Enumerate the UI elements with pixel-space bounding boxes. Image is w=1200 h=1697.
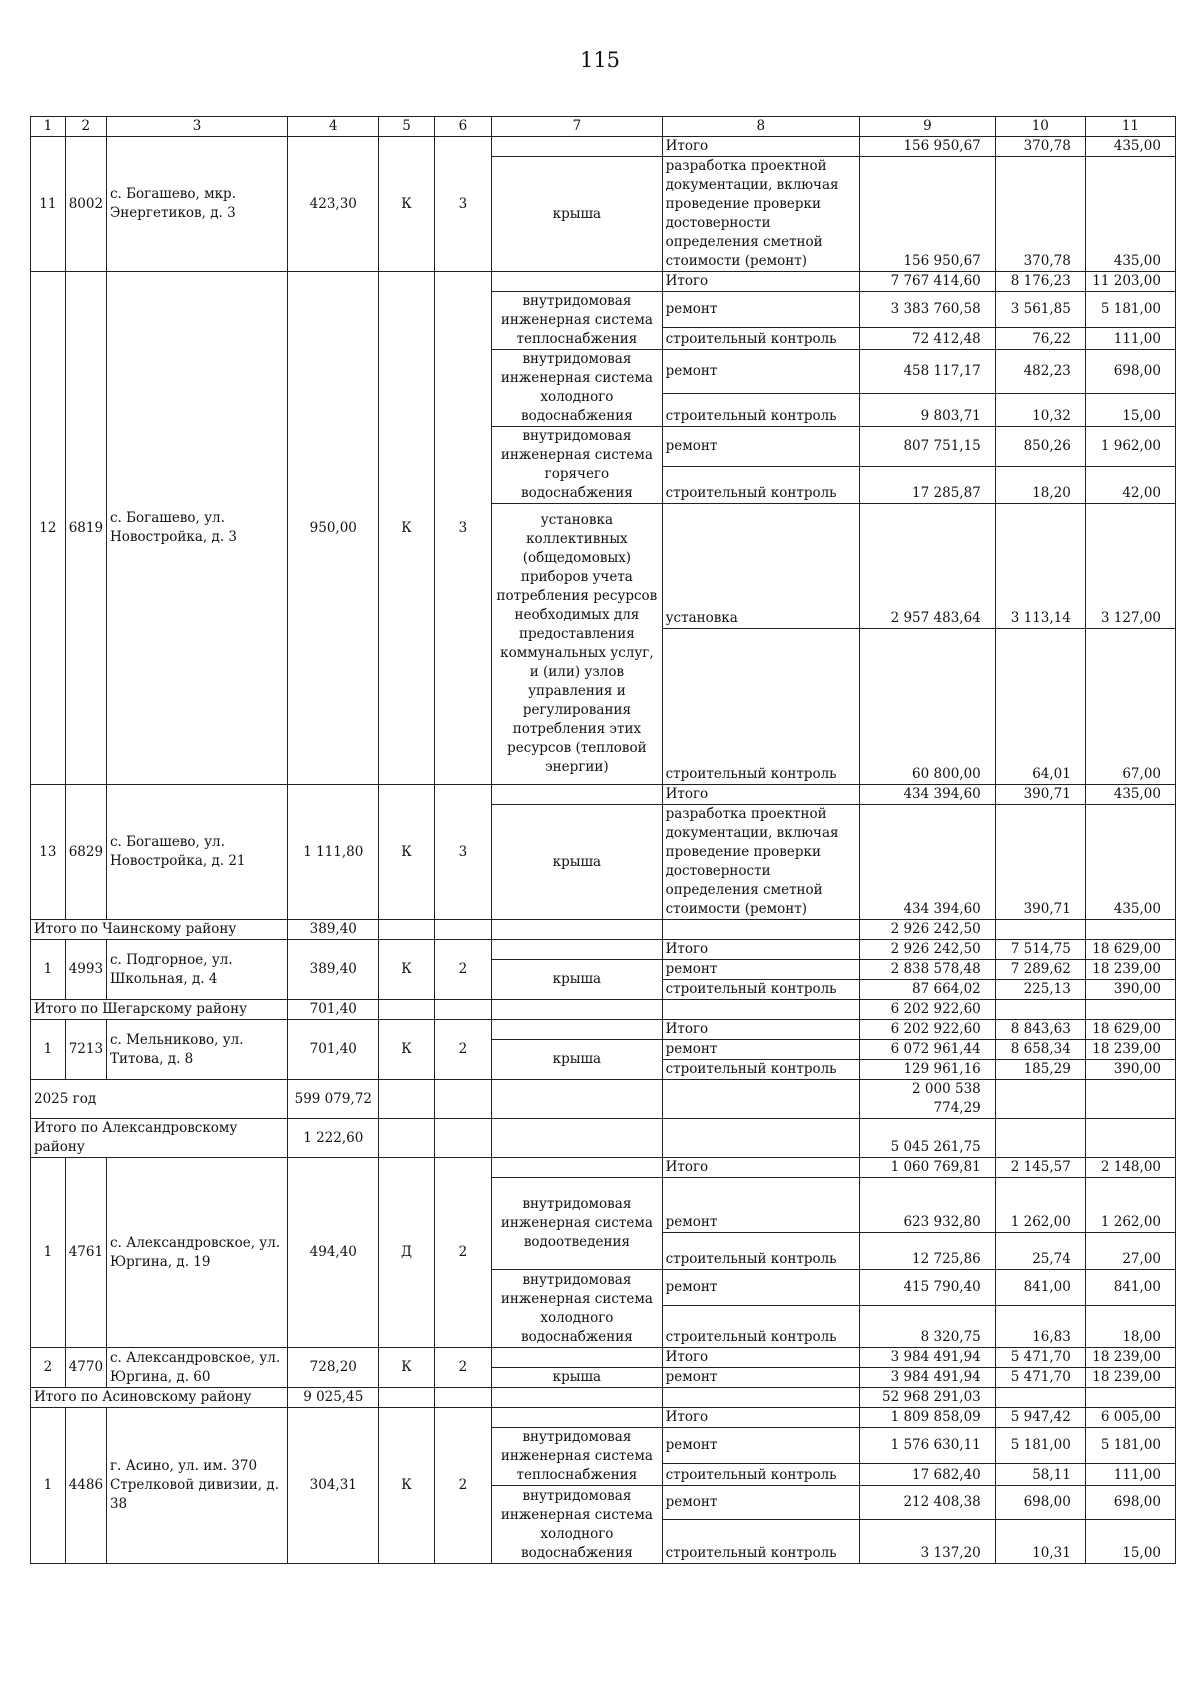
table-row <box>31 1020 1176 1040</box>
work-type: внутридомовая инженерная система теплоснабжения <box>492 1428 662 1486</box>
row-number: 1 <box>31 1158 66 1348</box>
service-type: ремонт <box>662 1486 860 1520</box>
service-type: строительный контроль <box>662 1060 860 1080</box>
district-sum: 2 926 242,50 <box>860 920 996 940</box>
capital-repair-table <box>30 116 1176 1564</box>
blank-cell <box>1085 1119 1175 1158</box>
table-row <box>31 1158 1176 1178</box>
cost-limit: 2 148,00 <box>1085 1158 1175 1178</box>
house-code: 4770 <box>65 1348 106 1388</box>
cost-total: 1 809 858,09 <box>860 1408 996 1428</box>
row-number: 2 <box>31 1348 66 1388</box>
cost-limit: 698,00 <box>1085 1486 1175 1520</box>
blank-cell <box>995 1000 1085 1020</box>
cost-limit: 18 239,00 <box>1085 1040 1175 1060</box>
cost-per-m2: 7 289,62 <box>995 960 1085 980</box>
house-area: 950,00 <box>288 272 379 785</box>
blank-cell <box>492 920 662 940</box>
blank-cell <box>379 1388 434 1408</box>
service-type: ремонт <box>662 1270 860 1306</box>
cost-limit: 18 629,00 <box>1085 940 1175 960</box>
district-total-row <box>31 1000 1176 1020</box>
cost-per-m2: 8 658,34 <box>995 1040 1085 1060</box>
cost-limit: 390,00 <box>1085 1060 1175 1080</box>
cost-total: 807 751,15 <box>860 427 996 467</box>
blank-cell <box>662 1000 860 1020</box>
cost-total: 60 800,00 <box>860 629 996 785</box>
year-total-row <box>31 1080 1176 1119</box>
cost-total: 12 725,86 <box>860 1233 996 1270</box>
cost-total: 458 117,17 <box>860 350 996 394</box>
cost-per-m2: 185,29 <box>995 1060 1085 1080</box>
service-type: ремонт <box>662 1428 860 1464</box>
work-type: внутридомовая инженерная система холодного водоснабжения <box>492 350 662 427</box>
cost-total: 6 202 922,60 <box>860 1020 996 1040</box>
house-type: Д <box>379 1158 434 1348</box>
cost-per-m2: 1 262,00 <box>995 1178 1085 1233</box>
work-type: крыша <box>492 157 662 272</box>
cost-per-m2: 698,00 <box>995 1486 1085 1520</box>
district-area: 1 222,60 <box>288 1119 379 1158</box>
year-label: 2025 год <box>31 1080 288 1119</box>
blank-cell <box>492 1080 662 1119</box>
year-area: 599 079,72 <box>288 1080 379 1119</box>
cost-per-m2: 5 471,70 <box>995 1348 1085 1368</box>
itogo-label: Итого <box>662 272 860 292</box>
cost-limit: 111,00 <box>1085 328 1175 350</box>
service-type: установка <box>662 504 860 629</box>
cost-per-m2: 18,20 <box>995 467 1085 504</box>
cost-total: 434 394,60 <box>860 785 996 805</box>
cost-per-m2: 3 113,14 <box>995 504 1085 629</box>
cost-limit: 11 203,00 <box>1085 272 1175 292</box>
work-type: крыша <box>492 805 662 920</box>
blank-cell <box>1085 1000 1175 1020</box>
cost-per-m2: 370,78 <box>995 157 1085 272</box>
cost-total: 434 394,60 <box>860 805 996 920</box>
cost-total: 129 961,16 <box>860 1060 996 1080</box>
blank-cell <box>1085 1388 1175 1408</box>
service-type: ремонт <box>662 1368 860 1388</box>
table-row <box>31 137 1176 157</box>
cost-total: 3 984 491,94 <box>860 1348 996 1368</box>
row-number: 1 <box>31 1020 66 1080</box>
blank-cell <box>995 1080 1085 1119</box>
cost-per-m2: 482,23 <box>995 350 1085 394</box>
page-number: 115 <box>579 48 621 72</box>
house-address: с. Александровское, ул. Юргина, д. 19 <box>106 1158 287 1348</box>
cost-per-m2: 25,74 <box>995 1233 1085 1270</box>
service-type: ремонт <box>662 960 860 980</box>
blank-cell <box>492 1348 662 1368</box>
blank-cell <box>492 1000 662 1020</box>
cost-per-m2: 5 471,70 <box>995 1368 1085 1388</box>
house-type: К <box>379 1348 434 1388</box>
house-area: 423,30 <box>288 137 379 272</box>
cost-total: 9 803,71 <box>860 394 996 427</box>
col-header: 1 <box>31 117 66 137</box>
cost-limit: 5 181,00 <box>1085 292 1175 328</box>
col-header: 8 <box>662 117 860 137</box>
blank-cell <box>434 1080 492 1119</box>
cost-limit: 5 181,00 <box>1085 1428 1175 1464</box>
service-type: ремонт <box>662 427 860 467</box>
house-type: К <box>379 1408 434 1564</box>
house-code: 6819 <box>65 272 106 785</box>
cost-per-m2: 10,31 <box>995 1520 1085 1564</box>
blank-cell <box>492 137 662 157</box>
blank-cell <box>379 1119 434 1158</box>
work-type: крыша <box>492 1368 662 1388</box>
cost-per-m2: 76,22 <box>995 328 1085 350</box>
house-area: 389,40 <box>288 940 379 1000</box>
work-type: внутридомовая инженерная система горячего водоснабжения <box>492 427 662 504</box>
service-type: строительный контроль <box>662 1233 860 1270</box>
blank-cell <box>662 1080 860 1119</box>
blank-cell <box>434 920 492 940</box>
cost-per-m2: 370,78 <box>995 137 1085 157</box>
district-sum: 52 968 291,03 <box>860 1388 996 1408</box>
work-type: внутридомовая инженерная система теплоснабжения <box>492 292 662 350</box>
service-type: строительный контроль <box>662 980 860 1000</box>
col-header: 3 <box>106 117 287 137</box>
house-address: с. Александровское, ул. Юргина, д. 60 <box>106 1348 287 1388</box>
cost-total: 6 072 961,44 <box>860 1040 996 1060</box>
house-type: К <box>379 137 434 272</box>
blank-cell <box>492 272 662 292</box>
blank-cell <box>662 1119 860 1158</box>
house-address: с. Богашево, ул. Новостройка, д. 3 <box>106 272 287 785</box>
service-type: строительный контроль <box>662 394 860 427</box>
blank-cell <box>492 1119 662 1158</box>
house-type: К <box>379 785 434 920</box>
district-sum: 6 202 922,60 <box>860 1000 996 1020</box>
itogo-label: Итого <box>662 1158 860 1178</box>
cost-limit: 18 239,00 <box>1085 1368 1175 1388</box>
cost-limit: 15,00 <box>1085 1520 1175 1564</box>
cost-per-m2: 225,13 <box>995 980 1085 1000</box>
work-type: крыша <box>492 1040 662 1080</box>
house-address: с. Мельниково, ул. Титова, д. 8 <box>106 1020 287 1080</box>
blank-cell <box>492 1388 662 1408</box>
service-type: строительный контроль <box>662 1464 860 1486</box>
service-type: ремонт <box>662 1178 860 1233</box>
house-type: К <box>379 1020 434 1080</box>
district-label: Итого по Шегарскому району <box>31 1000 288 1020</box>
cost-total: 415 790,40 <box>860 1270 996 1306</box>
table-row <box>31 272 1176 292</box>
col-header: 5 <box>379 117 434 137</box>
blank-cell <box>1085 1080 1175 1119</box>
cost-limit: 435,00 <box>1085 157 1175 272</box>
house-code: 8002 <box>65 137 106 272</box>
cost-total: 212 408,38 <box>860 1486 996 1520</box>
blank-cell <box>434 1000 492 1020</box>
district-total-row <box>31 1119 1176 1158</box>
service-type: ремонт <box>662 1040 860 1060</box>
blank-cell <box>434 1388 492 1408</box>
col-header: 4 <box>288 117 379 137</box>
itogo-label: Итого <box>662 1020 860 1040</box>
cost-limit: 698,00 <box>1085 350 1175 394</box>
itogo-label: Итого <box>662 1408 860 1428</box>
cost-per-m2: 3 561,85 <box>995 292 1085 328</box>
work-type: крыша <box>492 960 662 1000</box>
cost-per-m2: 390,71 <box>995 785 1085 805</box>
blank-cell <box>995 1119 1085 1158</box>
blank-cell <box>492 1158 662 1178</box>
table-row <box>31 940 1176 960</box>
house-floors: 3 <box>434 137 492 272</box>
house-code: 4761 <box>65 1158 106 1348</box>
row-number: 12 <box>31 272 66 785</box>
cost-limit: 1 962,00 <box>1085 427 1175 467</box>
district-label: Итого по Чаинскому району <box>31 920 288 940</box>
service-type: разработка проектной документации, включая проведение проверки достоверности определения сметной стоимости (ремонт) <box>662 157 860 272</box>
cost-per-m2: 10,32 <box>995 394 1085 427</box>
cost-total: 3 383 760,58 <box>860 292 996 328</box>
house-floors: 2 <box>434 1158 492 1348</box>
work-type: внутридомовая инженерная система холодного водоснабжения <box>492 1270 662 1348</box>
district-sum: 5 045 261,75 <box>860 1119 996 1158</box>
cost-limit: 18 629,00 <box>1085 1020 1175 1040</box>
cost-total: 17 682,40 <box>860 1464 996 1486</box>
cost-limit: 18,00 <box>1085 1306 1175 1348</box>
cost-per-m2: 390,71 <box>995 805 1085 920</box>
cost-total: 72 412,48 <box>860 328 996 350</box>
house-floors: 2 <box>434 940 492 1000</box>
blank-cell <box>492 785 662 805</box>
district-total-row <box>31 1388 1176 1408</box>
blank-cell <box>379 920 434 940</box>
cost-total: 2 926 242,50 <box>860 940 996 960</box>
year-sum: 2 000 538 774,29 <box>860 1080 996 1119</box>
cost-total: 17 285,87 <box>860 467 996 504</box>
cost-limit: 111,00 <box>1085 1464 1175 1486</box>
cost-limit: 390,00 <box>1085 980 1175 1000</box>
house-code: 6829 <box>65 785 106 920</box>
cost-limit: 3 127,00 <box>1085 504 1175 629</box>
cost-total: 2 838 578,48 <box>860 960 996 980</box>
house-floors: 2 <box>434 1348 492 1388</box>
cost-total: 87 664,02 <box>860 980 996 1000</box>
cost-total: 7 767 414,60 <box>860 272 996 292</box>
itogo-label: Итого <box>662 940 860 960</box>
cost-total: 156 950,67 <box>860 137 996 157</box>
col-header: 7 <box>492 117 662 137</box>
cost-limit: 435,00 <box>1085 137 1175 157</box>
cost-limit: 18 239,00 <box>1085 960 1175 980</box>
service-type: строительный контроль <box>662 1520 860 1564</box>
cost-limit: 6 005,00 <box>1085 1408 1175 1428</box>
row-number: 13 <box>31 785 66 920</box>
service-type: строительный контроль <box>662 1306 860 1348</box>
house-address: с. Богашево, мкр. Энергетиков, д. 3 <box>106 137 287 272</box>
house-address: с. Богашево, ул. Новостройка, д. 21 <box>106 785 287 920</box>
work-type: внутридомовая инженерная система водоотведения <box>492 1178 662 1270</box>
service-type: разработка проектной документации, включая проведение проверки достоверности определения сметной стоимости (ремонт) <box>662 805 860 920</box>
house-address: г. Асино, ул. им. 370 Стрелковой дивизии, д. 38 <box>106 1408 287 1564</box>
house-code: 7213 <box>65 1020 106 1080</box>
blank-cell <box>995 1388 1085 1408</box>
row-number: 1 <box>31 1408 66 1564</box>
blank-cell <box>379 1000 434 1020</box>
service-type: ремонт <box>662 292 860 328</box>
district-area: 701,40 <box>288 1000 379 1020</box>
cost-total: 1 576 630,11 <box>860 1428 996 1464</box>
cost-per-m2: 58,11 <box>995 1464 1085 1486</box>
service-type: строительный контроль <box>662 467 860 504</box>
house-type: К <box>379 272 434 785</box>
cost-per-m2: 8 176,23 <box>995 272 1085 292</box>
house-floors: 3 <box>434 272 492 785</box>
col-header: 11 <box>1085 117 1175 137</box>
house-area: 494,40 <box>288 1158 379 1348</box>
cost-limit: 841,00 <box>1085 1270 1175 1306</box>
itogo-label: Итого <box>662 137 860 157</box>
cost-per-m2: 841,00 <box>995 1270 1085 1306</box>
blank-cell <box>492 1408 662 1428</box>
district-label: Итого по Асиновскому району <box>31 1388 288 1408</box>
house-area: 1 111,80 <box>288 785 379 920</box>
blank-cell <box>379 1080 434 1119</box>
blank-cell <box>662 1388 860 1408</box>
service-type: строительный контроль <box>662 629 860 785</box>
col-header: 6 <box>434 117 492 137</box>
col-header: 2 <box>65 117 106 137</box>
cost-per-m2: 5 181,00 <box>995 1428 1085 1464</box>
cost-total: 3 137,20 <box>860 1520 996 1564</box>
house-address: с. Подгорное, ул. Школьная, д. 4 <box>106 940 287 1000</box>
work-type: внутридомовая инженерная система холодного водоснабжения <box>492 1486 662 1564</box>
house-area: 701,40 <box>288 1020 379 1080</box>
table-row <box>31 785 1176 805</box>
cost-per-m2: 7 514,75 <box>995 940 1085 960</box>
service-type: строительный контроль <box>662 328 860 350</box>
house-code: 4486 <box>65 1408 106 1564</box>
house-area: 728,20 <box>288 1348 379 1388</box>
district-label: Итого по Александровскому району <box>31 1119 288 1158</box>
work-type: установка коллективных (общедомовых) приборов учета потребления ресурсов необходимых для предоставления коммунальных услуг, и (или) узлов управления и регулирования потребления этих ресурсов (тепловой энергии) <box>492 504 662 785</box>
itogo-label: Итого <box>662 785 860 805</box>
blank-cell <box>995 920 1085 940</box>
cost-limit: 18 239,00 <box>1085 1348 1175 1368</box>
house-floors: 2 <box>434 1020 492 1080</box>
blank-cell <box>1085 920 1175 940</box>
cost-per-m2: 2 145,57 <box>995 1158 1085 1178</box>
table-row <box>31 1348 1176 1368</box>
cost-per-m2: 5 947,42 <box>995 1408 1085 1428</box>
column-number-row <box>31 117 1176 137</box>
blank-cell <box>492 940 662 960</box>
house-floors: 2 <box>434 1408 492 1564</box>
blank-cell <box>434 1119 492 1158</box>
row-number: 11 <box>31 137 66 272</box>
itogo-label: Итого <box>662 1348 860 1368</box>
col-header: 9 <box>860 117 996 137</box>
cost-per-m2: 8 843,63 <box>995 1020 1085 1040</box>
cost-limit: 435,00 <box>1085 805 1175 920</box>
cost-total: 8 320,75 <box>860 1306 996 1348</box>
cost-total: 1 060 769,81 <box>860 1158 996 1178</box>
district-total-row <box>31 920 1176 940</box>
district-area: 389,40 <box>288 920 379 940</box>
blank-cell <box>492 1020 662 1040</box>
cost-limit: 435,00 <box>1085 785 1175 805</box>
house-code: 4993 <box>65 940 106 1000</box>
cost-total: 2 957 483,64 <box>860 504 996 629</box>
cost-per-m2: 64,01 <box>995 629 1085 785</box>
cost-limit: 27,00 <box>1085 1233 1175 1270</box>
house-area: 304,31 <box>288 1408 379 1564</box>
district-area: 9 025,45 <box>288 1388 379 1408</box>
row-number: 1 <box>31 940 66 1000</box>
blank-cell <box>662 920 860 940</box>
cost-limit: 42,00 <box>1085 467 1175 504</box>
house-type: К <box>379 940 434 1000</box>
cost-limit: 67,00 <box>1085 629 1175 785</box>
table-row <box>31 1408 1176 1428</box>
cost-limit: 15,00 <box>1085 394 1175 427</box>
service-type: ремонт <box>662 350 860 394</box>
cost-per-m2: 16,83 <box>995 1306 1085 1348</box>
cost-per-m2: 850,26 <box>995 427 1085 467</box>
cost-limit: 1 262,00 <box>1085 1178 1175 1233</box>
cost-total: 623 932,80 <box>860 1178 996 1233</box>
cost-total: 3 984 491,94 <box>860 1368 996 1388</box>
col-header: 10 <box>995 117 1085 137</box>
cost-total: 156 950,67 <box>860 157 996 272</box>
house-floors: 3 <box>434 785 492 920</box>
